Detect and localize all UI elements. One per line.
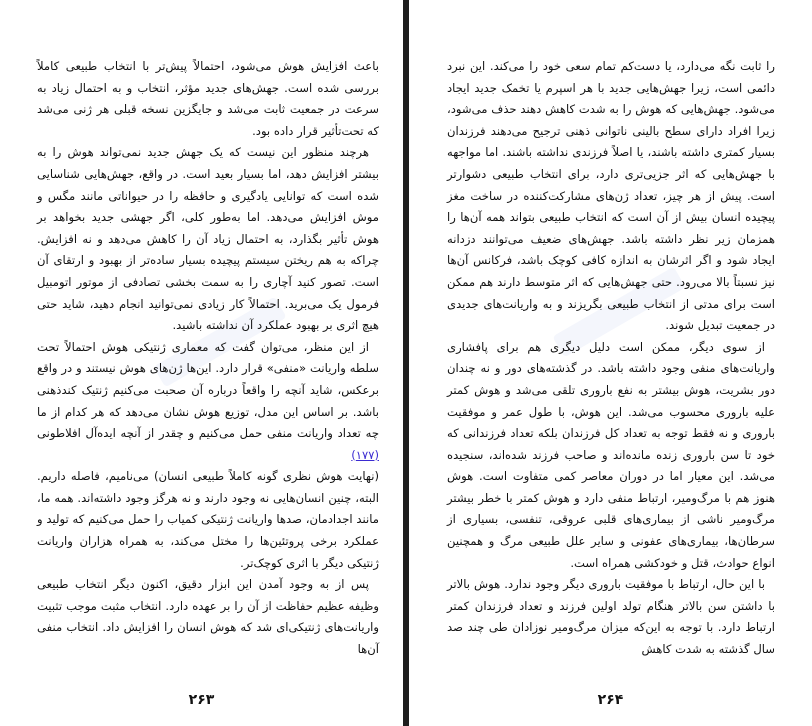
- paragraph-text: از این منظر، می‌توان گفت که معماری ژنتیکی هوش احتمالاً تحت سلطه واریانت «منفی» قرار دارد. این‌ها ژن‌های هوش نیستند و در واقع برعکس، شاید آنچه را واقعاً درباره آن صحبت می‌کنیم ژنتیک کندذهنی باشد. بر اساس این مدل، توزیع هوش نشان می‌دهد که هر کدام از ما چه تعداد واریانت منفی حمل می‌کنیم و چقدر از آنچه ایده‌آل افلاطونی: [37, 339, 379, 441]
- page-left: [0, 0, 403, 726]
- page-number: ۲۶۴: [597, 692, 624, 708]
- paragraph: با این حال، ارتباط با موفقیت باروری دیگر وجود ندارد. هوش بالاتر با داشتن سن بالاتر هنگام تولد اولین فرزند و تعداد فرزندان کمتر ارتباط دارد. با توجه به این‌که میزان مرگ‌ومیر نوزادان طی چند صد سال گذشته به شدت کاهش: [447, 577, 775, 657]
- paragraph: [37, 337, 379, 467]
- text-block: [447, 56, 775, 661]
- paragraph: از سوی دیگر، ممکن است دلیل دیگری هم برای پافشاری واریانت‌های منفی وجود داشته باشد. در گذشته‌های دور و نه چندان دور بشریت، هوش بیشتر به نفع باروری تلقی می‌شد و هوش کمتر علیه باروری محسوب می‌شد. این هوش، با طول عمر و موفقیت باروری و نه فقط توجه به تعداد کل فرزندان بلکه تعداد فرزندانی که خود تا سن باروری زنده مانده‌اند و صاحب فرزند شده‌اند، سنجیده می‌شد. این معیار اما در دوران معاصر کمی متفاوت است. هوش هنوز هم با مرگ‌ومیر، ارتباط منفی دارد و هوش کمتر با خطر بیشتر مرگ‌ومیر ناشی از بیماری‌های قلبی عروقی، تنفسی، بسیاری از سرطان‌ها، بیماری‌های عفونی و سایر علل طبیعی مرگ و همچنین انواع حوادث، قتل و خودکشی همراه است.: [447, 339, 775, 570]
- page-number: ۲۶۳: [188, 692, 215, 708]
- paragraph: (نهایت هوش نظری گونه کاملاً طبیعی انسان) می‌نامیم، فاصله داریم. البته، چنین انسان‌هایی نه وجود دارند و نه هرگز وجود داشته‌اند. همه ما، مانند اجدادمان، صدها واریانت ژنتیکی کمیاب را حمل می‌کنیم که تولید و عملکرد برخی پروتئین‌ها را مختل می‌کند، به همراه هزاران واریانت ژنتیکی دیگر با اثری کوچک‌تر.: [37, 469, 379, 570]
- reference-link[interactable]: (۱۷۷): [351, 447, 379, 462]
- paragraph: هرچند منظور این نیست که یک جهش جدید نمی‌تواند هوش را به بیشتر افزایش دهد، اما بسیار بعید است. در واقع، جهش‌هایی شناسایی شده است که توانایی یادگیری و حافظه را در حیواناتی مانند مگس و موش افزایش می‌دهد. اما به‌طور کلی، اگر جهشی جدید بخواهد بر هوش تأثیر بگذارد، به احتمال زیاد آن را کاهش می‌دهد و نه افزایش. چراکه به هم ریختن سیستم پیچیده بسیار ساده‌تر از بهبود و ارتقای آن است. تصور کنید آچاری را به سمت بخشی تصادفی از موتور اتومبیل فرمول یک می‌برید. احتمالاً کار زیادی نمی‌توانید انجام دهید، شاید حتی هیچ اثری بر بهبود عملکرد آن نداشته باشید.: [37, 145, 379, 333]
- paragraph: را ثابت نگه می‌دارد، یا دست‌کم تمام سعی خود را می‌کند. این نبرد دائمی است، زیرا جهش‌هایی جدید با هر اسپرم یا تخمک جدید ایجاد می‌شود. جهش‌هایی که هوش را به شدت کاهش دهند حذف می‌شود، زیرا افراد دارای سطح بالینی ناتوانی ذهنی ترجیح می‌دهند فرزندان بسیار کمتری داشته باشند، یا اصلاً فرزندی نداشته باشند. اما مواجهه با جهش‌هایی که اثر جزیی‌تری دارد، برای انتخاب طبیعی دشوارتر است. پیش از هر چیز، تعداد ژن‌های مشارکت‌کننده در ساخت مغز پیچیده انسان بیش از آن است که انتخاب طبیعی بتواند همه آن‌ها را همزمان زیر نظر داشته باشد. جهش‌های ضعیف می‌توانند دزدانه ایجاد شود و اگر اثرشان به اندازه کافی کوچک باشد، فرکانس آن‌ها نیز نسبتاً بالا می‌رود. حتی جهش‌هایی که اثر متوسط دارند هم ممکن است برای مدتی از انتخاب طبیعی بگریزند و به واریانت‌های جدیدی در جمعیت تبدیل شوند.: [447, 59, 775, 333]
- paragraph: باعث افزایش هوش می‌شود، احتمالاً پیش‌تر با انتخاب طبیعی کاملاً بررسی شده است. جهش‌های جدید مؤثر، انتخاب و به احتمال زیاد به سرعت در جمعیت ثابت می‌شد و جایگزین نسخه قبلی هر ژنی می‌شد که تحت‌تأثیر قرار داده بود.: [37, 59, 379, 138]
- page-right: [409, 0, 812, 726]
- text-block: [37, 56, 379, 661]
- paragraph: پس از به وجود آمدن این ابزار دقیق، اکنون دیگر انتخاب طبیعی وظیفه عظیم حفاظت از آن را بر عهده دارد. انتخاب مثبت موجب تثبیت واریانت‌های ژنتیکی‌ای شد که هوش انسان را افزایش داد. انتخاب منفی آن‌ها: [37, 577, 379, 657]
